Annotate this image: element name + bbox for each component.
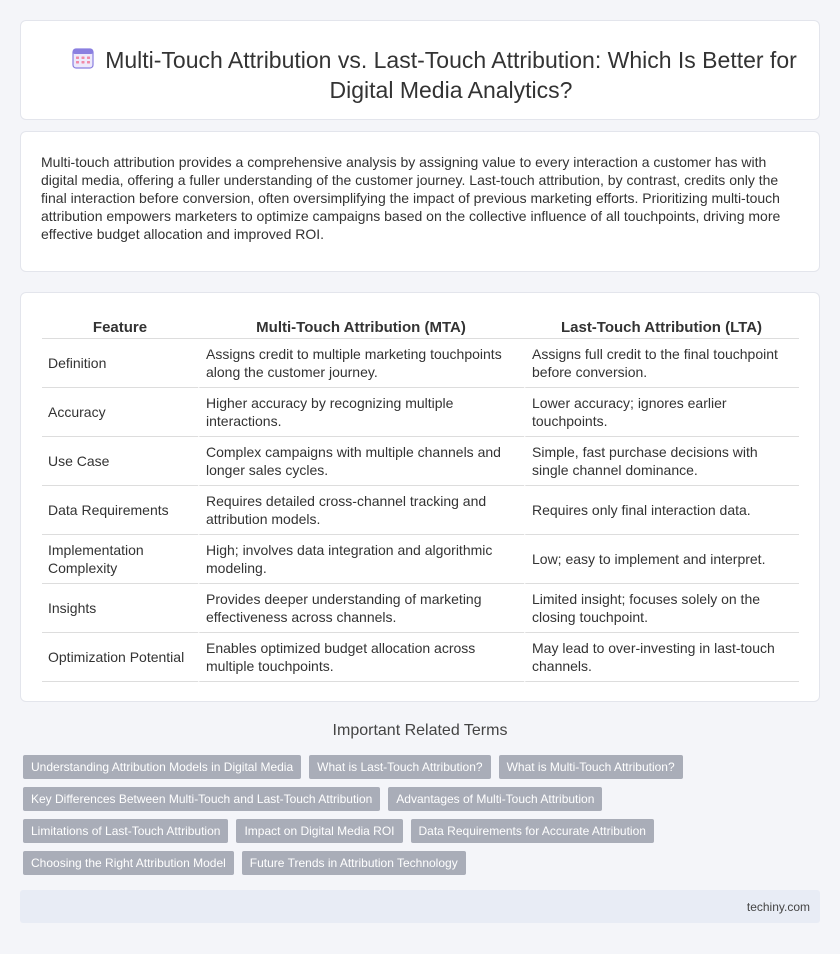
related-term-tag[interactable]: Limitations of Last-Touch Attribution	[23, 819, 228, 843]
related-term-tag[interactable]: Advantages of Multi-Touch Attribution	[388, 787, 602, 811]
related-term-tag[interactable]: Impact on Digital Media ROI	[236, 819, 402, 843]
comparison-card	[20, 292, 820, 702]
row-mta: Higher accuracy by recognizing multiple interactions.	[198, 388, 524, 437]
row-lta: Limited insight; focuses solely on the closing touchpoint.	[524, 584, 799, 633]
row-mta: Enables optimized budget allocation across multiple touchpoints.	[198, 633, 524, 682]
comparison-table	[42, 315, 799, 682]
row-lta: Lower accuracy; ignores earlier touchpoints.	[524, 388, 799, 437]
related-term-tag[interactable]: What is Last-Touch Attribution?	[309, 755, 490, 779]
row-mta: Assigns credit to multiple marketing touchpoints along the customer journey.	[198, 339, 524, 388]
table-row	[42, 535, 799, 584]
intro-card	[20, 131, 820, 272]
related-terms-heading: Important Related Terms	[332, 722, 508, 739]
header-mta: Multi-Touch Attribution (MTA)	[198, 315, 524, 339]
tag-row	[23, 787, 723, 811]
row-mta: Complex campaigns with multiple channels and longer sales cycles.	[198, 437, 524, 486]
page-title: Multi-Touch Attribution vs. Last-Touch Attribution: Which Is Better for Digital Media Analytics?	[105, 47, 797, 103]
row-lta: Requires only final interaction data.	[524, 486, 799, 535]
table-row	[42, 584, 799, 633]
table-row	[42, 388, 799, 437]
row-feature: Accuracy	[42, 388, 198, 437]
title-card	[20, 20, 820, 120]
tag-row	[23, 819, 723, 843]
table-row	[42, 437, 799, 486]
table-row	[42, 633, 799, 682]
related-terms-tags	[23, 755, 723, 883]
row-mta: Requires detailed cross-channel tracking and attribution models.	[198, 486, 524, 535]
related-term-tag[interactable]: Data Requirements for Accurate Attribution	[411, 819, 654, 843]
footer	[20, 890, 820, 923]
related-term-tag[interactable]: What is Multi-Touch Attribution?	[499, 755, 683, 779]
related-term-tag[interactable]: Choosing the Right Attribution Model	[23, 851, 234, 875]
table-row	[42, 486, 799, 535]
row-mta: Provides deeper understanding of marketing effectiveness across channels.	[198, 584, 524, 633]
row-lta: Assigns full credit to the final touchpoint before conversion.	[524, 339, 799, 388]
table-header-row	[42, 315, 799, 339]
related-term-tag[interactable]: Understanding Attribution Models in Digital Media	[23, 755, 301, 779]
row-feature: Optimization Potential	[42, 633, 198, 682]
row-lta: Low; easy to implement and interpret.	[524, 535, 799, 584]
row-feature: Use Case	[42, 437, 198, 486]
related-term-tag[interactable]: Future Trends in Attribution Technology	[242, 851, 466, 875]
calendar-grid-icon	[71, 46, 95, 70]
row-lta: May lead to over-investing in last-touch channels.	[524, 633, 799, 682]
row-feature: Insights	[42, 584, 198, 633]
footer-site-link[interactable]: techiny.com	[746, 900, 810, 914]
header-lta: Last-Touch Attribution (LTA)	[524, 315, 799, 339]
intro-paragraph: Multi-touch attribution provides a comprehensive analysis by assigning value to every interaction a customer has with digital media, offering a fuller understanding of the customer journey. Last-touch attribution, by contrast, credits only the final interaction before conversion, often oversimplifying the impact of previous marketing efforts. Prioritizing multi-touch attribution empowers marketers to optimize campaigns based on the collective influence of all touchpoints, driving more effective budget allocation and improved ROI.	[41, 154, 781, 242]
row-feature: Data Requirements	[42, 486, 198, 535]
table-row	[42, 339, 799, 388]
related-term-tag[interactable]: Key Differences Between Multi-Touch and Last-Touch Attribution	[23, 787, 380, 811]
tag-row	[23, 851, 723, 875]
row-feature: Implementation Complexity	[42, 535, 198, 584]
row-feature: Definition	[42, 339, 198, 388]
row-lta: Simple, fast purchase decisions with single channel dominance.	[524, 437, 799, 486]
header-feature: Feature	[42, 315, 198, 339]
tag-row	[23, 755, 723, 779]
row-mta: High; involves data integration and algorithmic modeling.	[198, 535, 524, 584]
